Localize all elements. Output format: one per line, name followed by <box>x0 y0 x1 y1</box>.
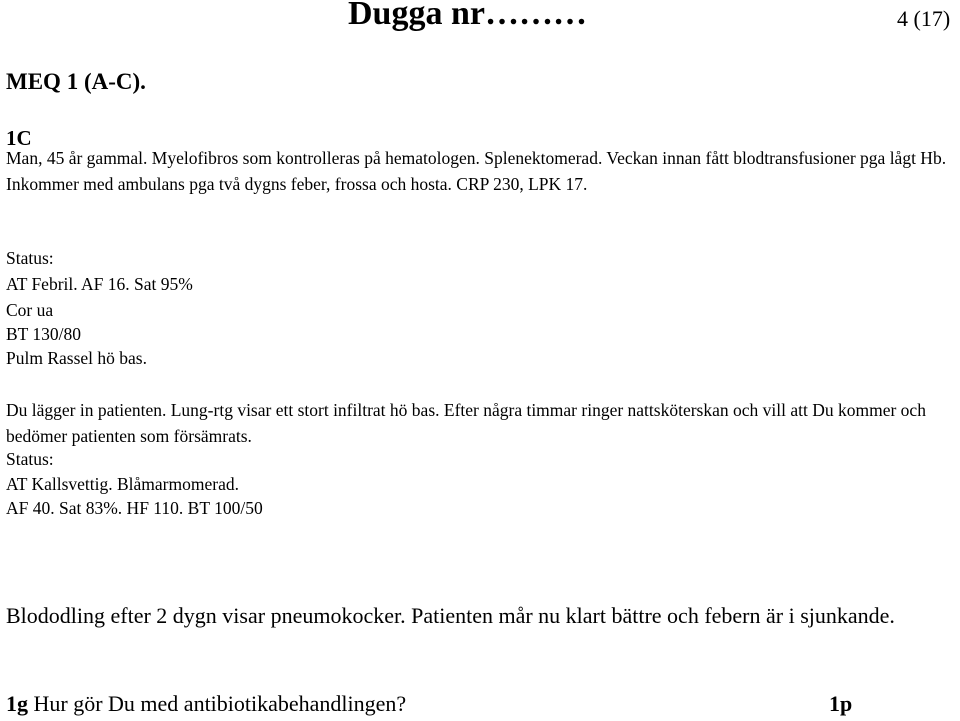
status-line: AT Kallsvettig. Blåmarmomerad. <box>6 474 239 494</box>
section-title: MEQ 1 (A-C). <box>6 69 146 94</box>
case-intro-paragraph: Man, 45 år gammal. Myelofibros som kontrolleras på hematologen. Splenektomerad. Veckan innan fått blodtransfusioner pga lågt Hb. Inkommer med ambulans pga två dygns feber, frossa och hosta. CRP 230, LPK 17. <box>6 148 947 194</box>
status-line: Pulm Rassel hö bas. <box>6 348 147 368</box>
status-heading: Status: <box>6 449 54 469</box>
question-points: 1p <box>829 691 853 716</box>
question-row <box>6 689 946 719</box>
followup-paragraph: Blododling efter 2 dygn visar pneumokocker. Patienten mår nu klart bättre och febern är i sjunkande. <box>6 603 895 628</box>
status-line: BT 130/80 <box>6 324 82 344</box>
status-heading: Status: <box>6 248 54 268</box>
page-number: 4 (17) <box>897 6 951 31</box>
case-label: 1C <box>6 126 32 150</box>
document-title: Dugga nr……… <box>348 0 587 32</box>
question-text: Hur gör Du med antibiotikabehandlingen? <box>33 691 407 716</box>
status-line: Cor ua <box>6 300 54 320</box>
status-line: AT Febril. AF 16. Sat 95% <box>6 274 193 294</box>
question-label: 1g <box>6 691 28 716</box>
admission-paragraph: Du lägger in patienten. Lung-rtg visar ett stort infiltrat hö bas. Efter några timmar ringer nattsköterskan och vill att Du kommer och bedömer patienten som försämrats. <box>6 400 926 446</box>
status-line: AF 40. Sat 83%. HF 110. BT 100/50 <box>6 498 263 518</box>
